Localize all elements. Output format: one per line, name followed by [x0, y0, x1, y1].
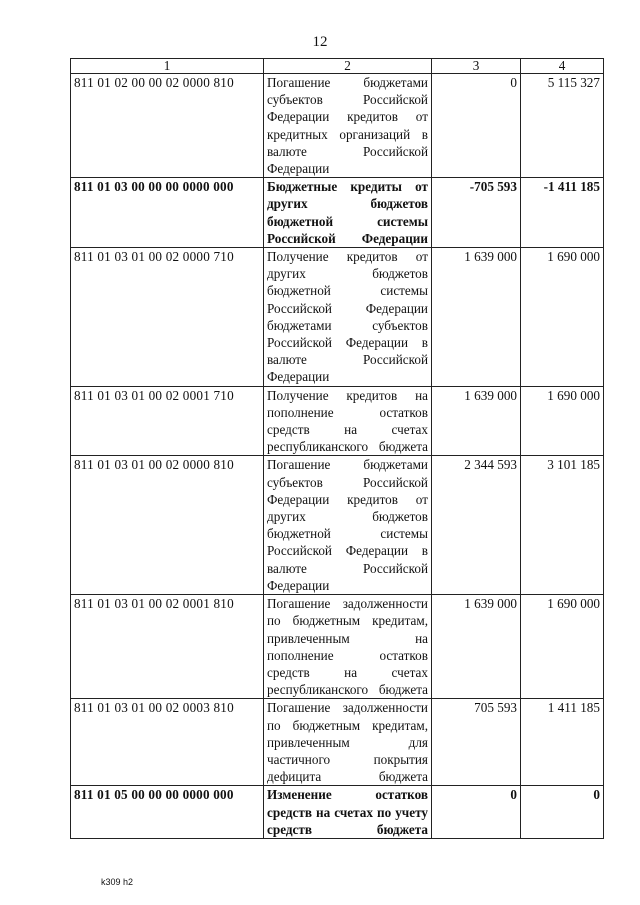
page-number: 12 [312, 34, 328, 50]
row-description-text: Погашение задолженности по бюджетным кредитам, привлеченным для частичного покрытия дефицита бюджета [267, 700, 428, 785]
column-header-4: 4 [521, 59, 604, 74]
row-code-cell: 811 01 03 01 00 02 0000 810 [71, 456, 264, 595]
row-value-col4-cell: 1 690 000 [521, 595, 604, 699]
row-value-col4-cell: -1 411 185 [521, 178, 604, 248]
row-code-cell: 811 01 05 00 00 00 0000 000 [71, 786, 264, 839]
row-description-cell [264, 595, 432, 699]
table-row [71, 178, 604, 248]
row-description-cell [264, 456, 432, 595]
row-value-col3-cell: 1 639 000 [432, 248, 521, 387]
row-description-text: Получение кредитов от других бюджетов бюджетной системы Российской Федерации бюджетами субъектов Российской Федерации в валюте Российской Федерации [267, 249, 428, 385]
row-value-col3-cell: 2 344 593 [432, 456, 521, 595]
column-header-1: 1 [71, 59, 264, 74]
row-description-text: Бюджетные кредиты от других бюджетов бюджетной системы Российской Федерации [267, 179, 428, 246]
row-description-cell [264, 248, 432, 387]
table-row [71, 386, 604, 456]
row-value-col4-cell: 3 101 185 [521, 456, 604, 595]
row-code-cell: 811 01 03 00 00 00 0000 000 [71, 178, 264, 248]
footer-code: k309 h2 [101, 877, 134, 887]
table-row [71, 595, 604, 699]
row-code-cell: 811 01 03 01 00 02 0001 810 [71, 595, 264, 699]
row-description-text: Погашение бюджетами субъектов Российской Федерации кредитов от кредитных организаций в валюте Российской Федерации [267, 75, 428, 177]
row-code-cell: 811 01 03 01 00 02 0003 810 [71, 699, 264, 786]
budget-sources-table [70, 58, 604, 839]
table-row [71, 456, 604, 595]
row-description-text: Погашение бюджетами субъектов Российской Федерации кредитов от других бюджетов бюджетной системы Российской Федерации в валюте Российской Федерации [267, 457, 428, 593]
table-row [71, 786, 604, 839]
row-value-col3-cell: 1 639 000 [432, 386, 521, 456]
row-code-cell: 811 01 03 01 00 02 0001 710 [71, 386, 264, 456]
table-row [71, 699, 604, 786]
table-row [71, 74, 604, 178]
column-header-2: 2 [264, 59, 432, 74]
row-value-col4-cell: 5 115 327 [521, 74, 604, 178]
row-description-text: Получение кредитов на пополнение остатков средств на счетах республиканского бюджета [267, 387, 428, 455]
row-value-col3-cell: 0 [432, 786, 521, 839]
table-header-row [71, 59, 604, 74]
row-code-cell: 811 01 02 00 00 02 0000 810 [71, 74, 264, 178]
row-description-text: Изменение остатков средств на счетах по учету средств бюджета [267, 787, 428, 837]
row-value-col3-cell: 0 [432, 74, 521, 178]
table-row [71, 248, 604, 387]
column-header-3: 3 [432, 59, 521, 74]
row-value-col3-cell: 705 593 [432, 699, 521, 786]
row-description-cell [264, 178, 432, 248]
row-value-col4-cell: 1 690 000 [521, 386, 604, 456]
row-value-col4-cell: 1 690 000 [521, 248, 604, 387]
row-description-cell [264, 699, 432, 786]
row-description-cell [264, 74, 432, 178]
row-value-col4-cell: 0 [521, 786, 604, 839]
row-description-cell [264, 386, 432, 456]
row-code-cell: 811 01 03 01 00 02 0000 710 [71, 248, 264, 387]
row-value-col3-cell: -705 593 [432, 178, 521, 248]
row-description-text: Погашение задолженности по бюджетным кредитам, привлеченным на пополнение остатков средств на счетах республиканского бюджета [267, 596, 428, 698]
row-value-col3-cell: 1 639 000 [432, 595, 521, 699]
row-value-col4-cell: 1 411 185 [521, 699, 604, 786]
row-description-cell [264, 786, 432, 839]
